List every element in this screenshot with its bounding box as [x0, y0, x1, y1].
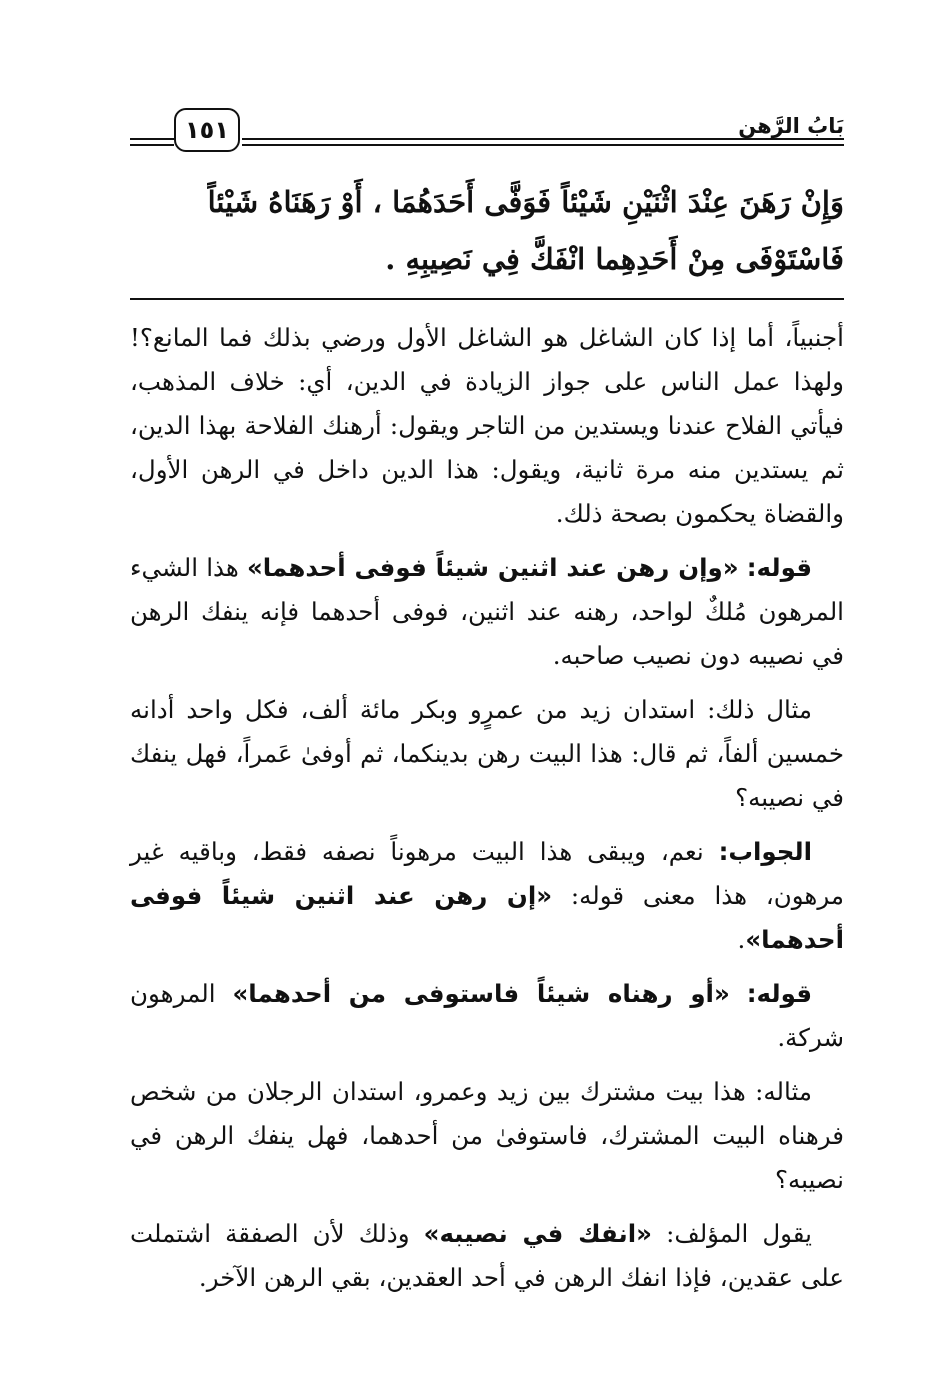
- paragraph: [130, 830, 844, 962]
- paragraph: [130, 1070, 844, 1202]
- page-number: ١٥١: [185, 116, 229, 144]
- header-rule-bottom: [242, 144, 844, 146]
- paragraph-text: وذلك لأن الصفقة اشتملت على عقدين، فإذا انفك الرهن في أحد العقدين، بقي الرهن الآخر.: [130, 1219, 844, 1292]
- commentary-text: [130, 316, 844, 1310]
- bold-lead: قوله:: [746, 979, 812, 1008]
- quoted-matn: «وإن رهن عند اثنين شيئاً فوفى أحدهما»: [246, 553, 739, 582]
- bold-lead: الجواب:: [718, 837, 812, 866]
- quoted-matn: «أو رهناه شيئاً فاستوفى من أحدهما»: [232, 979, 730, 1008]
- matn-text: [130, 174, 844, 288]
- header-rule-left-top: [130, 138, 174, 140]
- page-header: [130, 108, 844, 168]
- chapter-title: بَابُ الرَّهن: [730, 114, 844, 138]
- paragraph: [130, 316, 844, 536]
- paragraph-text: .: [737, 925, 746, 954]
- matn-line: فَاسْتَوْفَى مِنْ أَحَدِهِما انْفَكَّ فِي نَصِيبِهِ .: [385, 242, 844, 276]
- paragraph-text: نعم، ويبقى هذا البيت مرهوناً نصفه فقط، وباقيه غير مرهون، هذا معنى قوله:: [130, 837, 844, 910]
- header-rule-top: [242, 138, 844, 140]
- paragraph-text: أجنبياً، أما إذا كان الشاغل هو الشاغل الأول ورضي بذلك فما المانع؟! ولهذا عمل الناس على جواز الزيادة في الدين، أي: خلاف المذهب، فيأتي الفلاح عندنا ويستدين من التاجر ويقول: أرهنك الفلاحة بهذا الدين، ثم يستدين منه مرة ثانية، ويقول: هذا الدين داخل في الرهن الأول، والقضاة يحكمون بصحة ذلك.: [130, 323, 844, 528]
- header-rule-left-bottom: [130, 144, 174, 146]
- paragraph: [130, 1212, 844, 1300]
- paragraph-text: هذا الشيء المرهون مُلكٌ لواحد، رهنه عند اثنين، فوفى أحدهما فإنه ينفك الرهن في نصيبه دون نصيب صاحبه.: [130, 553, 844, 670]
- paragraph-text: مثال ذلك: استدان زيد من عمرٍو وبكر مائة ألف، فكل واحد أدانه خمسين ألفاً، ثم قال: هذا البيت رهن بدينكما، ثم أوفىٰ عَمراً، فهل ينفك في نصيبه؟: [130, 695, 844, 812]
- matn-divider: [130, 298, 844, 300]
- page-number-box: [174, 108, 240, 152]
- paragraph-text: المرهون شركة.: [130, 979, 844, 1052]
- paragraph: [130, 546, 844, 678]
- quoted-matn: «انفك في نصيبه»: [423, 1219, 652, 1248]
- paragraph-text: يقول المؤلف:: [652, 1219, 812, 1248]
- paragraph: [130, 688, 844, 820]
- bold-lead: قوله:: [746, 553, 812, 582]
- paragraph-text: مثاله: هذا بيت مشترك بين زيد وعمرو، استدان الرجلان من شخص فرهناه البيت المشترك، فاستوفىٰ من أحدهما، فهل ينفك الرهن في نصيبه؟: [130, 1077, 844, 1194]
- quoted-matn: «إن رهن عند اثنين شيئاً فوفى أحدهما»: [130, 881, 844, 954]
- paragraph: [130, 972, 844, 1060]
- matn-line: وَإِنْ رَهَنَ عِنْدَ اثْنَيْنِ شَيْئاً فَوَفَّى أَحَدَهُمَا ، أَوْ رَهَنَاهُ شَيْئاً: [207, 185, 844, 219]
